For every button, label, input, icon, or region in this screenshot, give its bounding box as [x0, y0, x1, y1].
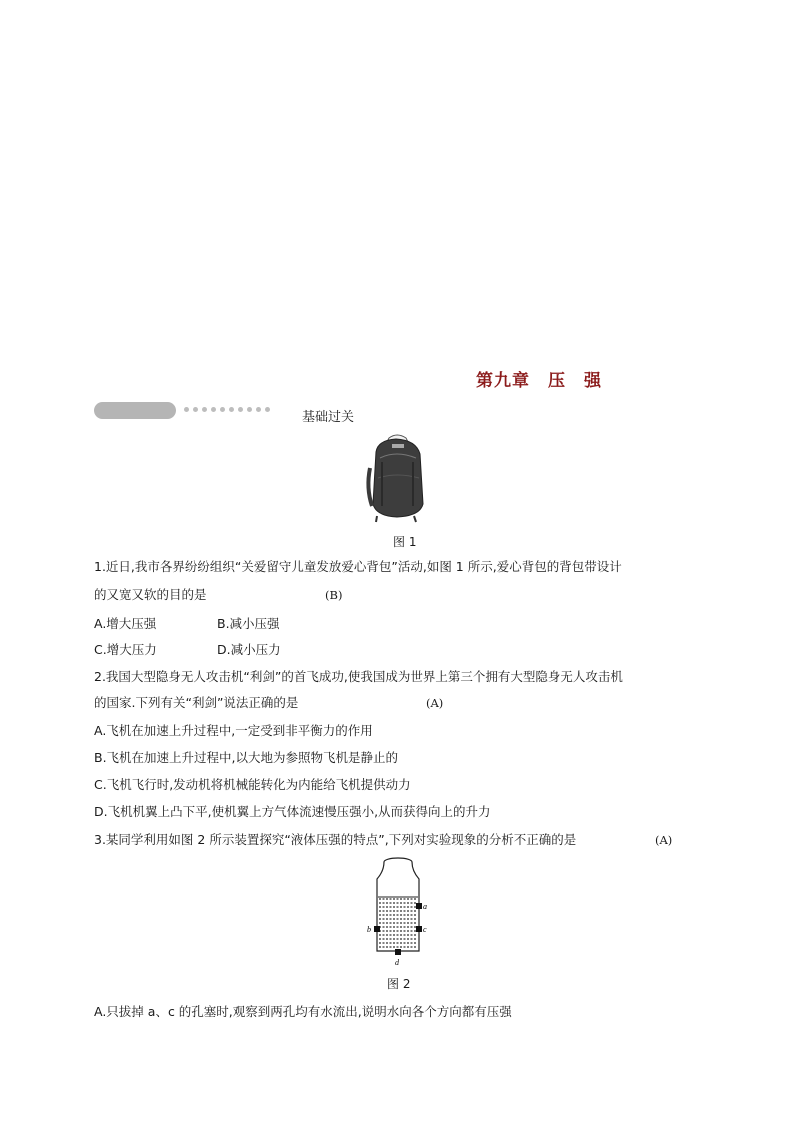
- q2-option-d: D.飞机机翼上凸下平,使机翼上方气体流速慢压强小,从而获得向上的升力: [94, 804, 491, 819]
- q1-options-row1: [94, 614, 340, 632]
- q3-option-a: A.只拔掉 a、c 的孔塞时,观察到两孔均有水流出,说明水向各个方向都有压强: [94, 1004, 512, 1019]
- figure-1-caption: 图 1: [393, 535, 417, 549]
- q2-answer: (A): [426, 696, 444, 710]
- q3-stem: 3.某同学利用如图 2 所示装置探究“液体压强的特点”,下列对实验现象的分析不正确的是: [94, 832, 577, 847]
- q1-answer: (B): [325, 588, 343, 602]
- q1-option-d: D.减小压力: [217, 642, 281, 657]
- liquid-pressure-container-figure: [364, 853, 434, 969]
- q1-option-c: C.增大压力: [94, 642, 157, 657]
- q3-answer: (A): [655, 833, 673, 847]
- figure-2-caption: 图 2: [387, 977, 411, 991]
- q1-stem-line2: 的又宽又软的目的是: [94, 587, 207, 602]
- label-b: b: [367, 925, 371, 934]
- q1-stem-line1: 1.近日,我市各界纷纷组织“关爱留守儿童发放爱心背包”活动,如图 1 所示,爱心背包的背包带设计: [94, 559, 622, 574]
- chapter-title: 第九章 压 强: [476, 371, 602, 391]
- section-badge: [94, 402, 176, 419]
- q2-option-b: B.飞机在加速上升过程中,以大地为参照物飞机是静止的: [94, 750, 399, 765]
- label-d: d: [395, 958, 399, 967]
- q2-option-c: C.飞机飞行时,发动机将机械能转化为内能给飞机提供动力: [94, 777, 411, 792]
- q2-stem-line2: 的国家.下列有关“利剑”说法正确的是: [94, 695, 299, 710]
- backpack-figure: [362, 432, 432, 524]
- q1-option-b: B.减小压强: [217, 616, 280, 631]
- q2-stem-line1: 2.我国大型隐身无人攻击机“利剑”的首飞成功,使我国成为世界上第三个拥有大型隐身无人攻击机: [94, 669, 623, 684]
- label-a: a: [423, 902, 427, 911]
- q2-option-a: A.飞机在加速上升过程中,一定受到非平衡力的作用: [94, 723, 373, 738]
- q1-option-a: A.增大压强: [94, 616, 157, 631]
- section-divider-dots: [184, 407, 270, 412]
- q1-options-row2: [94, 640, 340, 658]
- label-c: c: [423, 925, 427, 934]
- section-label: 基础过关: [302, 410, 355, 425]
